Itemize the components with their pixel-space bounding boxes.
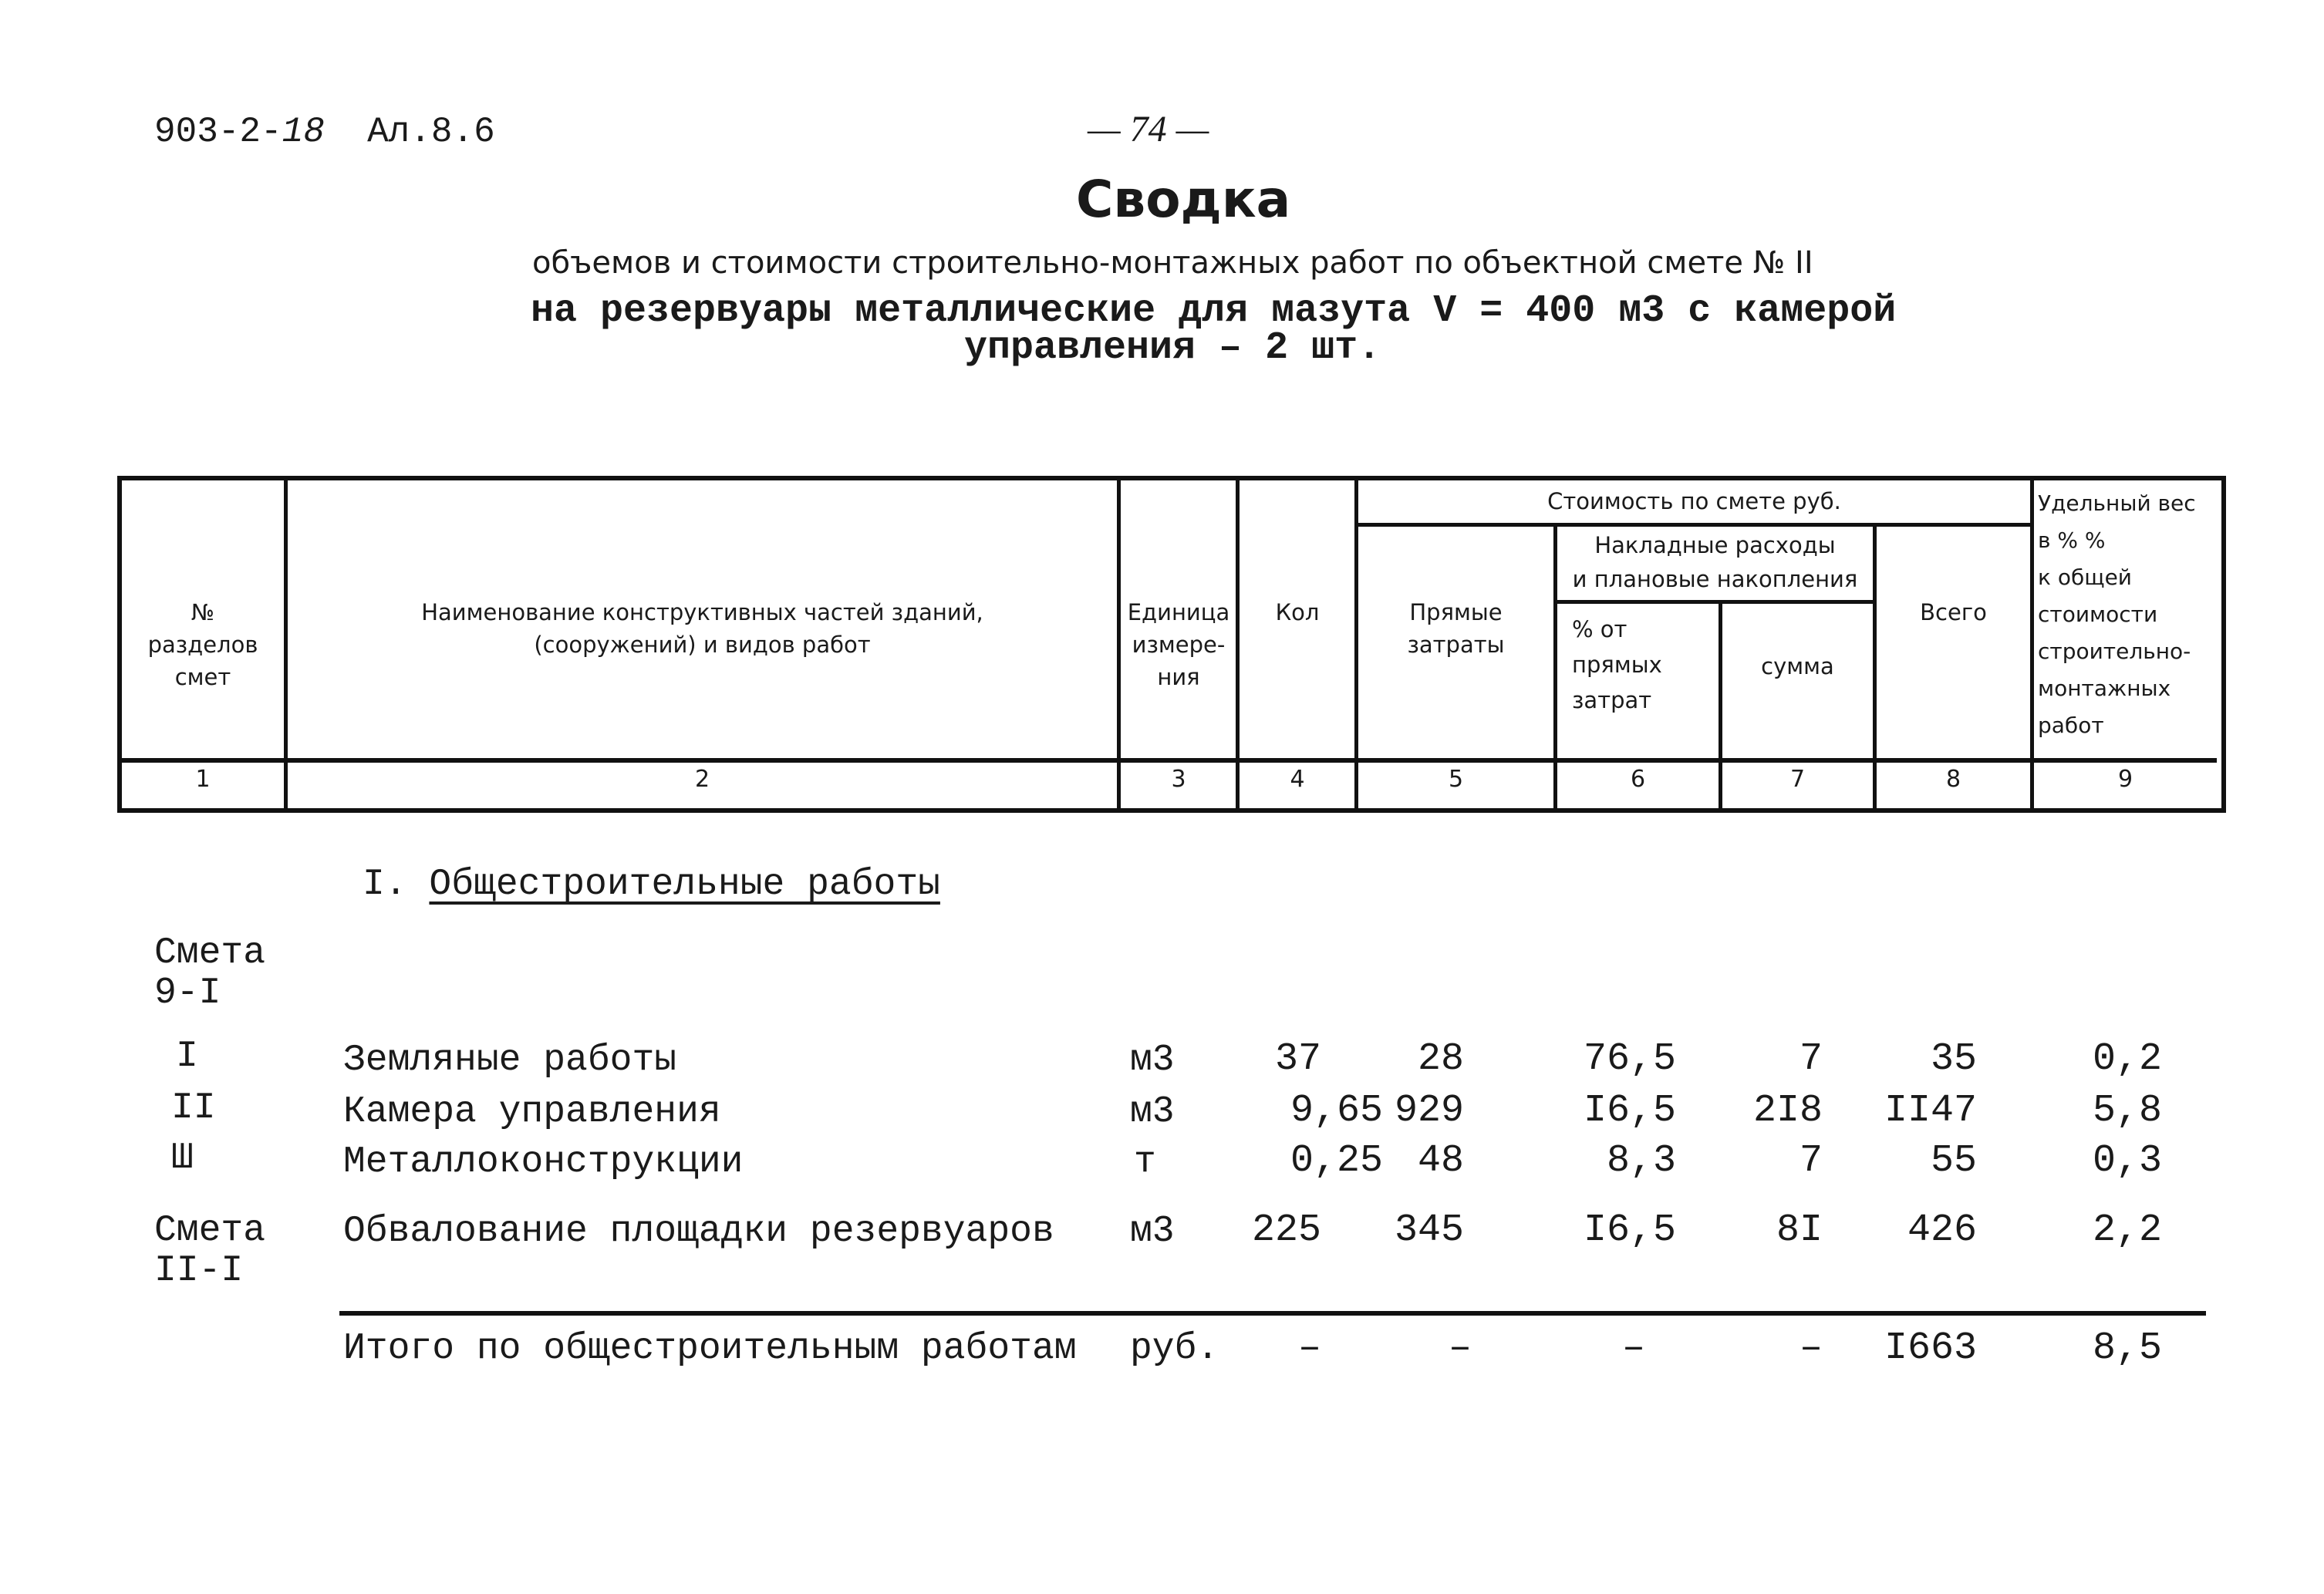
header-unit: Единица измере- ния [1127,599,1230,690]
row-specific-weight: 5,8 [2092,1089,2162,1133]
row-name: Обвалование площадки резервуаров [343,1211,1054,1252]
row-quantity: 225 [1251,1208,1321,1252]
header-cost-group: Стоимость по смете руб. [1547,488,1841,514]
summary-unit: руб. [1130,1328,1219,1370]
row-overhead-percent: I6,5 [1583,1208,1676,1252]
column-number: 3 [1171,766,1186,793]
summary-total: I663 [1884,1326,1977,1370]
row-name: Металлоконструкции [343,1141,744,1183]
header-specific-weight: Удельный вес в % % к общей стоимости строительно- монтажных работ [2038,490,2196,738]
row-section-number: Ш [171,1137,194,1179]
row-name: Камера управления [343,1091,721,1133]
header-overhead-sum: сумма [1761,653,1834,679]
row-specific-weight: 0,3 [2092,1139,2162,1183]
summary-quantity: – [1297,1326,1321,1370]
column-number: 8 [1945,766,1961,793]
row-direct-costs: 48 [1417,1139,1464,1183]
row-name: Земляные работы [343,1040,677,1081]
header-total: Всего [1920,599,1987,625]
header-overhead-percent: % от прямых затрат [1572,616,1662,713]
subtitle-line-3: управления – 2 шт. [964,326,1381,370]
summary-specific-weight: 8,5 [2092,1326,2162,1370]
row-specific-weight: 2,2 [2092,1208,2162,1252]
doc-number-suffix: 18 [282,112,325,152]
row-unit: т [1134,1141,1156,1183]
estimate-label: Смета 9-I [154,932,266,1014]
subtitle-line-1: объемов и стоимости строительно-монтажных работ по объектной смете № II [532,245,1813,281]
page-number: — 74 — [1088,109,1209,150]
page-title: Сводка [1076,170,1291,229]
column-number: 2 [694,766,710,793]
row-overhead-sum: 7 [1799,1139,1823,1183]
summary-table-header [117,476,2226,813]
row-overhead-percent: 76,5 [1583,1037,1676,1081]
subtitle-line-2: на резервуары металлические для мазута V = 400 м3 с камерой [531,289,1897,333]
column-number: 5 [1448,766,1464,793]
header-section-number: № разделов смет [147,599,258,690]
row-quantity: 9,65 [1290,1089,1383,1133]
row-unit: м3 [1130,1091,1175,1133]
header-name: Наименование конструктивных частей зданий, (сооружений) и видов работ [421,599,983,658]
column-number: 6 [1630,766,1646,793]
row-overhead-sum: 8I [1776,1208,1823,1252]
column-number: 4 [1290,766,1305,793]
column-number: 9 [2117,766,2133,793]
row-quantity: 37 [1274,1037,1321,1081]
row-quantity: 0,25 [1290,1139,1383,1183]
row-direct-costs: 929 [1394,1089,1464,1133]
doc-number: 903-2- [154,112,282,152]
summary-overhead-sum: – [1799,1326,1823,1370]
row-overhead-percent: I6,5 [1583,1089,1676,1133]
row-direct-costs: 345 [1394,1208,1464,1252]
row-section-number: I [176,1036,198,1077]
document-reference [154,112,495,152]
row-direct-costs: 28 [1417,1037,1464,1081]
row-overhead-sum: 2I8 [1752,1089,1823,1133]
column-number: 1 [195,766,211,793]
summary-direct-costs: – [1448,1326,1472,1370]
row-overhead-sum: 7 [1799,1037,1823,1081]
summary-divider [339,1311,2206,1316]
summary-name: Итого по общестроительным работам [343,1328,1077,1370]
row-total: 426 [1907,1208,1977,1252]
row-total: 35 [1930,1037,1977,1081]
column-number: 7 [1789,766,1806,793]
row-unit: м3 [1130,1040,1175,1081]
album-number: Ал.8.6 [367,112,495,152]
row-section-number: II [171,1087,216,1129]
section-title: I. Общестроительные работы [363,864,940,905]
header-quantity: Кол [1275,599,1320,625]
summary-overhead-percent: – [1621,1326,1645,1370]
header-overhead-group: Накладные расходы и плановые накопления [1572,532,1858,592]
row-total: II47 [1884,1089,1977,1133]
row-overhead-percent: 8,3 [1606,1139,1676,1183]
header-direct-costs: Прямые затраты [1407,599,1505,658]
row-total: 55 [1930,1139,1977,1183]
estimate-label: Смета II-I [154,1210,266,1292]
row-unit: м3 [1130,1211,1175,1252]
row-specific-weight: 0,2 [2092,1037,2162,1081]
